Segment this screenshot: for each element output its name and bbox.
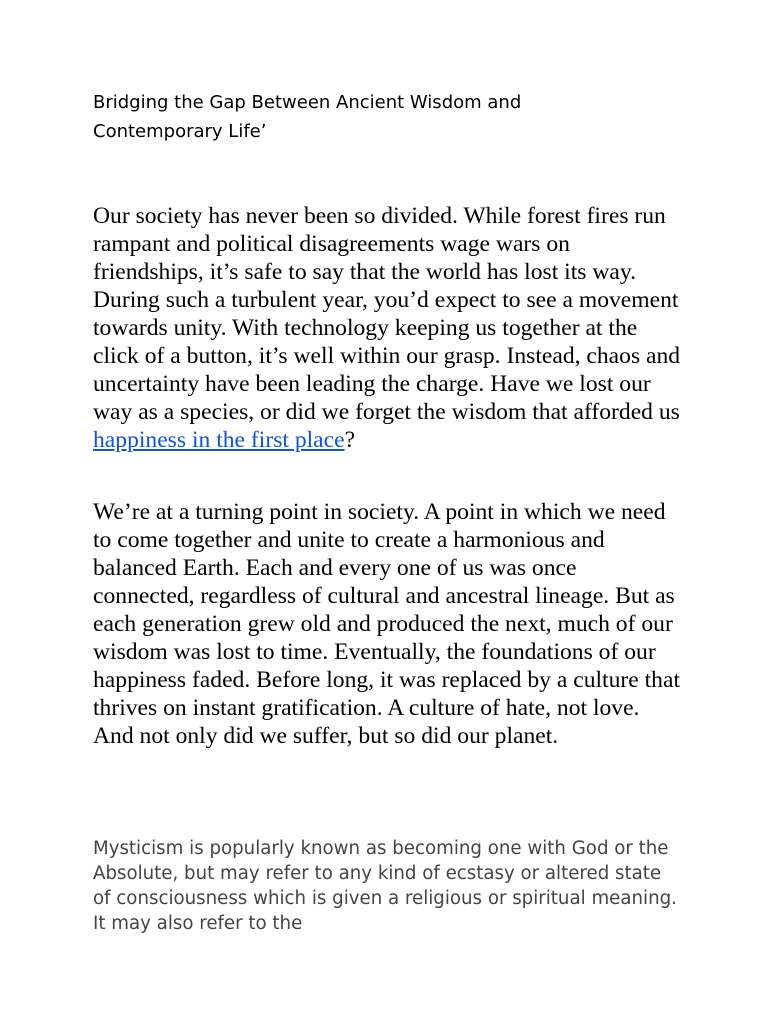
mysticism-quote: Mysticism is popularly known as becoming one with God or the Absolute, but may refer to any kind of ecstasy or altered state of consciousness which is given a religious or spiritual meaning. It may also refer to the bbox=[93, 838, 677, 934]
document-title: Bridging the Gap Between Ancient Wisdom and Contemporary Life’ bbox=[93, 92, 522, 142]
paragraph-turning-point: We’re at a turning point in society. A point in which we need to come together and unite to create a harmonious and balanced Earth. Each and every one of us was once connected, regardless of cultural and ancestral lineage. But as each generation grew old and produced the next, much of our wisdom was lost to time. Eventually, the foundations of our happiness faded. Before long, it was replaced by a culture that thrives on instant gratification. A culture of hate, not love. And not only did we suffer, but so did our planet. bbox=[93, 499, 681, 749]
paragraph-intro-end: ? bbox=[344, 427, 356, 453]
paragraph-intro bbox=[93, 202, 683, 454]
paragraph-intro-text: Our society has never been so divided. While forest fires run rampant and political disagreements wage wars on friendships, it’s safe to say that the world has lost its way. During such a turbulent year, you’d expect to see a movement towards unity. With technology keeping us together at the click of a button, it’s well within our grasp. Instead, chaos and uncertainty have been leading the charge. Have we lost our way as a species, or did we forget the wisdom that afforded us bbox=[93, 203, 681, 425]
happiness-link[interactable]: happiness in the first place bbox=[93, 427, 345, 453]
